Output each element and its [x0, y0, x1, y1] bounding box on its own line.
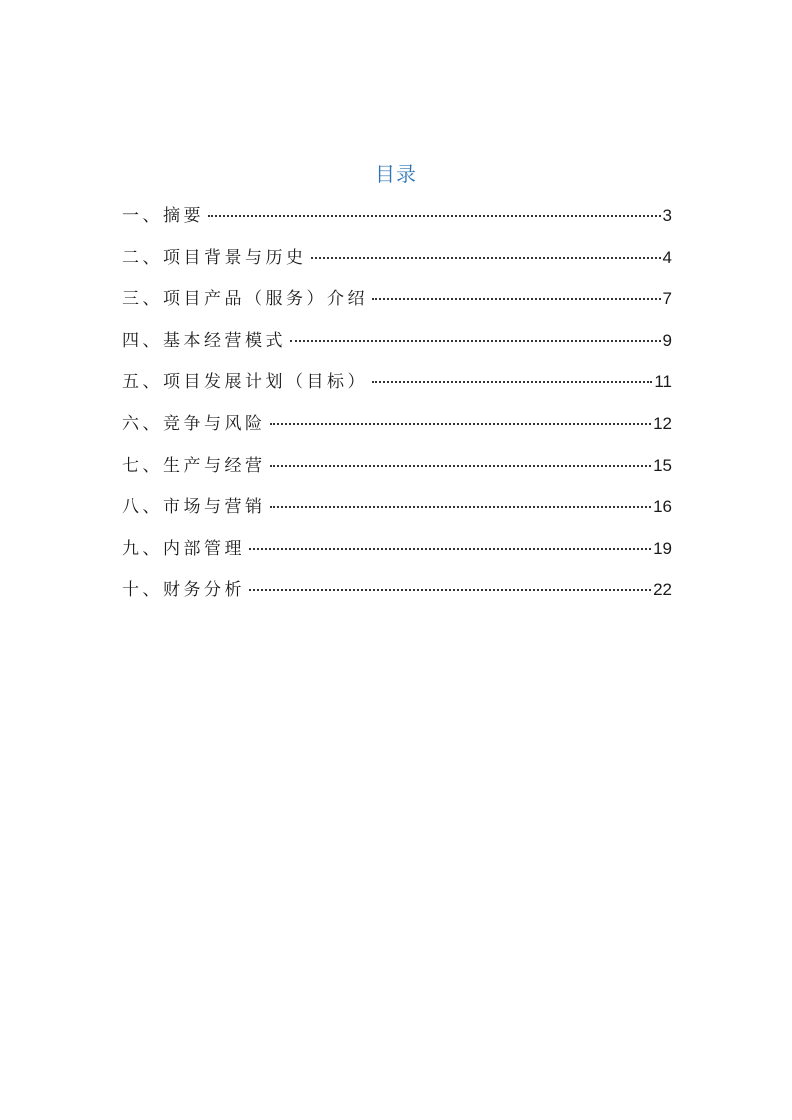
toc-entry-label: 八、市场与营销: [122, 497, 266, 518]
toc-entry-label: 十、财务分析: [122, 580, 245, 601]
toc-entry-label: 四、基本经营模式: [122, 330, 286, 351]
toc-entry-page: 12: [653, 413, 672, 433]
dot-leader: [290, 340, 661, 342]
dot-leader: [372, 298, 661, 300]
toc-entry-label: 三、项目产品（服务）介绍: [122, 289, 368, 310]
toc-entry-competition-risk[interactable]: [122, 410, 672, 452]
toc-entry-marketing[interactable]: [122, 493, 672, 535]
toc-entry-production[interactable]: [122, 452, 672, 494]
toc-entry-products[interactable]: [122, 285, 672, 327]
toc-entry-label: 七、生产与经营: [122, 455, 266, 476]
dot-leader: [270, 465, 652, 467]
toc-entry-background[interactable]: [122, 244, 672, 286]
toc-entry-page: 11: [654, 372, 672, 392]
toc-entry-label: 六、竞争与风险: [122, 413, 266, 434]
dot-leader: [208, 215, 661, 217]
toc-entry-page: 9: [662, 330, 672, 350]
toc-entry-label: 九、内部管理: [122, 538, 245, 559]
toc-entry-page: 4: [662, 247, 672, 267]
toc-entry-page: 22: [653, 580, 672, 600]
toc-entry-label: 一、摘要: [122, 206, 204, 226]
dot-leader: [249, 589, 651, 591]
toc-entry-management[interactable]: [122, 535, 672, 577]
dot-leader: [270, 506, 652, 508]
toc-entry-label: 二、项目背景与历史: [122, 247, 307, 268]
toc-entry-page: 19: [653, 538, 672, 558]
toc-entry-finance[interactable]: [122, 576, 672, 618]
toc-entry-page: 16: [653, 497, 672, 517]
dot-leader: [311, 257, 661, 259]
toc-entry-page: 7: [662, 289, 672, 309]
toc-title: 目录: [375, 162, 417, 186]
toc-entry-business-model[interactable]: [122, 327, 672, 369]
dot-leader: [270, 423, 652, 425]
toc-entry-page: 3: [662, 206, 672, 225]
table-of-contents: [122, 202, 672, 618]
toc-entry-development-plan[interactable]: [122, 368, 672, 410]
toc-entry-page: 15: [653, 455, 672, 475]
dot-leader: [249, 548, 651, 550]
toc-entry-summary[interactable]: [122, 202, 672, 244]
dot-leader: [372, 381, 652, 383]
toc-entry-label: 五、项目发展计划（目标）: [122, 372, 368, 393]
